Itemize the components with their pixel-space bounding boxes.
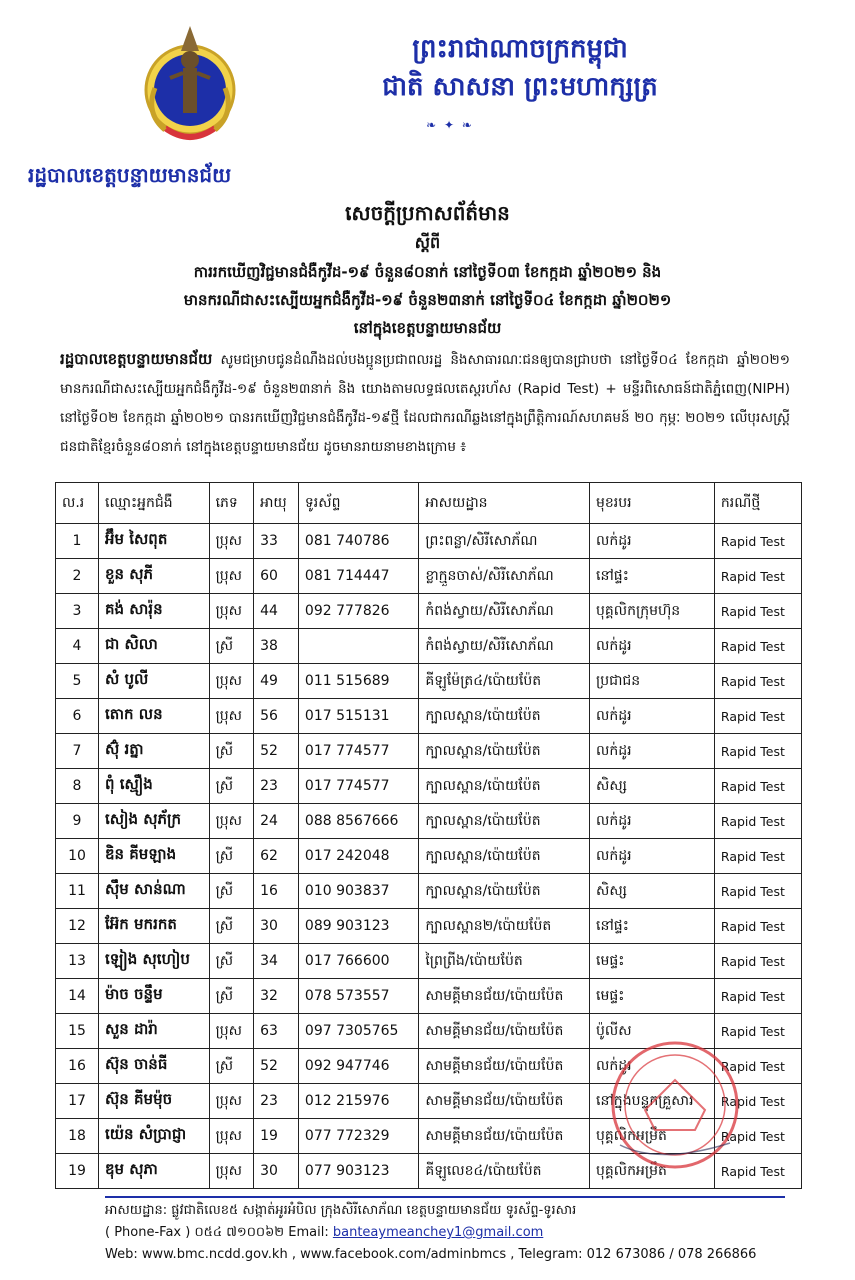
cell-phone: 017 242048 bbox=[298, 839, 418, 874]
cell-occupation: លក់ដូរ bbox=[590, 1049, 715, 1084]
cell-age: 38 bbox=[254, 629, 299, 664]
cell-patient-name: ពុំ ស្មឿង bbox=[99, 769, 210, 804]
col-header: ទូរស័ព្ទ bbox=[298, 483, 418, 524]
province-administration: រដ្ឋបាលខេត្តបន្ទាយមានជ័យ bbox=[28, 163, 232, 187]
cell-gender: ប្រុស bbox=[209, 1154, 254, 1189]
cell-patient-name: អ៊ែក មករកត bbox=[99, 909, 210, 944]
cell-gender: ប្រុស bbox=[209, 664, 254, 699]
cell-occupation: លក់ដូរ bbox=[590, 734, 715, 769]
table-row bbox=[56, 979, 802, 1014]
cell-phone: 017 774577 bbox=[298, 734, 418, 769]
cell-occupation: លក់ដូរ bbox=[590, 839, 715, 874]
kingdom-title: ព្រះរាជាណាចក្រកម្ពុជា bbox=[412, 34, 628, 64]
cell-gender: ស្រី bbox=[209, 979, 254, 1014]
cell-address: ក្បាលស្ពាន/ប៉ោយប៉ែត bbox=[419, 839, 590, 874]
table-row bbox=[56, 839, 802, 874]
cell-gender: ប្រុស bbox=[209, 804, 254, 839]
cell-age: 63 bbox=[254, 1014, 299, 1049]
cell-gender: ស្រី bbox=[209, 1049, 254, 1084]
cell-occupation: មេផ្ទះ bbox=[590, 979, 715, 1014]
cell-phone: 097 7305765 bbox=[298, 1014, 418, 1049]
cell-patient-name: សៀង សុភ័ក្រ bbox=[99, 804, 210, 839]
cell-gender: ស្រី bbox=[209, 874, 254, 909]
table-row bbox=[56, 734, 802, 769]
cell-address: ក្បាលស្ពាន/ប៉ោយប៉ែត bbox=[419, 769, 590, 804]
cell-address: សាមគ្គីមានជ័យ/ប៉ោយប៉ែត bbox=[419, 979, 590, 1014]
cell-row-number: 18 bbox=[56, 1119, 99, 1154]
cell-case-type: Rapid Test bbox=[714, 1084, 801, 1119]
cell-gender: ស្រី bbox=[209, 944, 254, 979]
cell-phone: 011 515689 bbox=[298, 664, 418, 699]
cell-address: ក្បាលស្ពាន២/ប៉ោយប៉ែត bbox=[419, 909, 590, 944]
ornament-divider: ❧ ✦ ❧ bbox=[426, 118, 474, 132]
cell-phone bbox=[298, 629, 418, 664]
cell-phone: 077 772329 bbox=[298, 1119, 418, 1154]
cell-phone: 081 714447 bbox=[298, 559, 418, 594]
cell-row-number: 2 bbox=[56, 559, 99, 594]
cell-row-number: 17 bbox=[56, 1084, 99, 1119]
footer-web[interactable]: Web: www.bmc.ncdd.gov.kh , www.facebook.com/adminbmcs , Telegram: 012 673086 / 078 266866 bbox=[105, 1247, 757, 1262]
cell-address: កំពង់ស្វាយ/សិរីសោភ័ណ bbox=[419, 629, 590, 664]
cell-gender: ប្រុស bbox=[209, 594, 254, 629]
cell-phone: 017 774577 bbox=[298, 769, 418, 804]
table-row bbox=[56, 664, 802, 699]
cell-age: 24 bbox=[254, 804, 299, 839]
cell-address: សាមគ្គីមានជ័យ/ប៉ោយប៉ែត bbox=[419, 1014, 590, 1049]
cell-occupation: ប៉ូលីស bbox=[590, 1014, 715, 1049]
col-header: ភេទ bbox=[209, 483, 254, 524]
cell-address: សាមគ្គីមានជ័យ/ប៉ោយប៉ែត bbox=[419, 1119, 590, 1154]
cell-patient-name: ឌិន គីមឡាង bbox=[99, 839, 210, 874]
cell-occupation: នៅផ្ទះ bbox=[590, 909, 715, 944]
table-row bbox=[56, 944, 802, 979]
headline-line-2: មានករណីជាសះស្បើយអ្នកជំងឺកូវីដ-១៩ ចំនួន២៣នាក់ នៅថ្ងៃទី០៤ ខែកក្កដា ឆ្នាំ២០២១ bbox=[183, 291, 672, 309]
cell-case-type: Rapid Test bbox=[714, 629, 801, 664]
cell-row-number: 19 bbox=[56, 1154, 99, 1189]
cell-age: 32 bbox=[254, 979, 299, 1014]
col-header: ករណីថ្មី bbox=[714, 483, 801, 524]
cell-age: 60 bbox=[254, 559, 299, 594]
cell-case-type: Rapid Test bbox=[714, 1049, 801, 1084]
cell-case-type: Rapid Test bbox=[714, 594, 801, 629]
cell-occupation: បុគ្គលិកអម្រឹត bbox=[590, 1154, 715, 1189]
cell-gender: ប្រុស bbox=[209, 699, 254, 734]
cell-occupation: បុគ្គលិកអម្រឹត bbox=[590, 1119, 715, 1154]
footer-phone: ( Phone-Fax ) ០៥៤ ៧១០០៦២ Email: bbox=[105, 1225, 329, 1240]
cell-age: 23 bbox=[254, 1084, 299, 1119]
cell-case-type: Rapid Test bbox=[714, 559, 801, 594]
cell-case-type: Rapid Test bbox=[714, 874, 801, 909]
cell-case-type: Rapid Test bbox=[714, 769, 801, 804]
cell-patient-name: ស៊ឹម សាន់ណា bbox=[99, 874, 210, 909]
cell-patient-name: ស៊ុន ចាន់ធី bbox=[99, 1049, 210, 1084]
cell-age: 49 bbox=[254, 664, 299, 699]
cell-occupation: មេផ្ទះ bbox=[590, 944, 715, 979]
cell-age: 30 bbox=[254, 909, 299, 944]
cell-gender: ស្រី bbox=[209, 734, 254, 769]
cell-case-type: Rapid Test bbox=[714, 1119, 801, 1154]
table-row bbox=[56, 909, 802, 944]
official-seal bbox=[600, 1035, 750, 1175]
cell-phone: 092 947746 bbox=[298, 1049, 418, 1084]
table-row bbox=[56, 699, 802, 734]
cell-gender: ស្រី bbox=[209, 839, 254, 874]
cell-case-type: Rapid Test bbox=[714, 524, 801, 559]
cell-age: 34 bbox=[254, 944, 299, 979]
cell-patient-name: សំ បូលី bbox=[99, 664, 210, 699]
cell-phone: 017 515131 bbox=[298, 699, 418, 734]
cell-phone: 010 903837 bbox=[298, 874, 418, 909]
cell-row-number: 7 bbox=[56, 734, 99, 769]
cell-address: សាមគ្គីមានជ័យ/ប៉ោយប៉ែត bbox=[419, 1084, 590, 1119]
cell-age: 33 bbox=[254, 524, 299, 559]
cell-occupation: លក់ដូរ bbox=[590, 629, 715, 664]
cell-patient-name: អ៊ឹម សៃពុត bbox=[99, 524, 210, 559]
cell-gender: ស្រី bbox=[209, 629, 254, 664]
cell-patient-name: ស៊ុំ រត្នា bbox=[99, 734, 210, 769]
document-headline bbox=[60, 258, 795, 342]
footer-address: អាសយដ្ឋាន: ផ្លូវជាតិលេខ៥ សង្កាត់អូរអំបិល ក្រុងសិរីសោភ័ណ ខេត្តបន្ទាយមានជ័យ ទូរស័ព្ទ-ទូរសារ bbox=[105, 1203, 577, 1218]
cell-gender: ស្រី bbox=[209, 769, 254, 804]
cell-gender: ប្រុស bbox=[209, 1084, 254, 1119]
cell-age: 52 bbox=[254, 1049, 299, 1084]
col-header: មុខរបរ bbox=[590, 483, 715, 524]
cell-row-number: 3 bbox=[56, 594, 99, 629]
cell-patient-name: ម៉ាច ចន្ទឹម bbox=[99, 979, 210, 1014]
cell-row-number: 4 bbox=[56, 629, 99, 664]
national-motto: ជាតិ សាសនា ព្រះមហាក្សត្រ bbox=[382, 72, 658, 102]
cell-row-number: 5 bbox=[56, 664, 99, 699]
cell-case-type: Rapid Test bbox=[714, 664, 801, 699]
cell-age: 62 bbox=[254, 839, 299, 874]
table-row bbox=[56, 874, 802, 909]
cell-address: ក្បាលស្ពាន/ប៉ោយប៉ែត bbox=[419, 734, 590, 769]
cell-age: 52 bbox=[254, 734, 299, 769]
cell-case-type: Rapid Test bbox=[714, 909, 801, 944]
cell-occupation: លក់ដូរ bbox=[590, 699, 715, 734]
cell-case-type: Rapid Test bbox=[714, 1014, 801, 1049]
col-header: អាយុ bbox=[254, 483, 299, 524]
cell-case-type: Rapid Test bbox=[714, 1154, 801, 1189]
cell-patient-name: ឡៀង សុហៀប bbox=[99, 944, 210, 979]
cell-row-number: 16 bbox=[56, 1049, 99, 1084]
cell-address: ក្បាលស្ពាន/ប៉ោយប៉ែត bbox=[419, 874, 590, 909]
cell-row-number: 9 bbox=[56, 804, 99, 839]
cell-row-number: 12 bbox=[56, 909, 99, 944]
cell-occupation: សិស្ស bbox=[590, 769, 715, 804]
cell-case-type: Rapid Test bbox=[714, 699, 801, 734]
table-row bbox=[56, 804, 802, 839]
cell-case-type: Rapid Test bbox=[714, 944, 801, 979]
footer-email-link[interactable]: banteaymeanchey1@gmail.com bbox=[332, 1225, 544, 1240]
cell-occupation: នៅផ្ទះ bbox=[590, 559, 715, 594]
cell-gender: ប្រុស bbox=[209, 524, 254, 559]
cell-age: 56 bbox=[254, 699, 299, 734]
cell-gender: ស្រី bbox=[209, 909, 254, 944]
cell-patient-name: ជា សិលា bbox=[99, 629, 210, 664]
document-subtitle: ស្តីពី bbox=[414, 233, 441, 252]
cell-address: គីឡូម៉ែត្រ៤/ប៉ោយប៉ែត bbox=[419, 664, 590, 699]
cell-phone: 081 740786 bbox=[298, 524, 418, 559]
cell-address: គីឡូលេខ៤/ប៉ោយប៉ែត bbox=[419, 1154, 590, 1189]
cell-address: ខ្លាក្មួនចាស់/សិរីសោភ័ណ bbox=[419, 559, 590, 594]
cell-gender: ប្រុស bbox=[209, 1119, 254, 1154]
col-header: ឈ្មោះអ្នកជំងឺ bbox=[99, 483, 210, 524]
cell-row-number: 15 bbox=[56, 1014, 99, 1049]
col-header: ល.រ bbox=[56, 483, 99, 524]
cell-age: 23 bbox=[254, 769, 299, 804]
cell-patient-name: ឌុម សុភា bbox=[99, 1154, 210, 1189]
provincial-emblem bbox=[135, 18, 245, 158]
cell-patient-name: ខួន សុភី bbox=[99, 559, 210, 594]
cell-patient-name: សួន ដារ៉ា bbox=[99, 1014, 210, 1049]
cell-occupation: នៅក្នុងបន្ទុកគ្រួសារ bbox=[590, 1084, 715, 1119]
cell-age: 44 bbox=[254, 594, 299, 629]
cell-patient-name: ស៊ុន គីមម៉ុច bbox=[99, 1084, 210, 1119]
footer-phone-email bbox=[105, 1222, 785, 1244]
cell-case-type: Rapid Test bbox=[714, 804, 801, 839]
cell-gender: ប្រុស bbox=[209, 1014, 254, 1049]
cell-row-number: 11 bbox=[56, 874, 99, 909]
cell-patient-name: គង់ សារ៉ុន bbox=[99, 594, 210, 629]
cell-occupation: លក់ដូរ bbox=[590, 524, 715, 559]
table-header-row bbox=[56, 483, 802, 524]
cell-row-number: 10 bbox=[56, 839, 99, 874]
cell-row-number: 14 bbox=[56, 979, 99, 1014]
document-title: សេចក្តីប្រកាសព័ត៌មាន bbox=[345, 201, 510, 225]
cell-phone: 088 8567666 bbox=[298, 804, 418, 839]
cell-phone: 092 777826 bbox=[298, 594, 418, 629]
headline-line-3: នៅក្នុងខេត្តបន្ទាយមានជ័យ bbox=[353, 319, 502, 337]
paragraph-text: សូមជម្រាបជូនដំណឹងដល់បងប្អូនប្រជាពលរដ្ឋ និងសាធារណៈជនឲ្យបានជ្រាបថា នៅថ្ងៃទី០៤ ខែកក្កដា ឆ្នាំ២០២១ មានករណីជាសះស្បើយអ្នកជំងឺកូវីដ-១៩ ចំនួន២៣នាក់ និង យោងតាមលទ្ធផលតេស្តរហ័ស (Rapid Test) + មន្ទីរពិសោធន៍ជាតិភ្នំពេញ(NIPH) នៅថ្ងៃទី០២ ខែកក្កដា ឆ្នាំ២០២១ បានរកឃើញវិជ្ជមានជំងឺកូវីដ-១៩ថ្មី ដែលជាករណីឆ្លងនៅក្នុងព្រឹត្តិការណ៍សហគមន៍ ២០ កុម្ភៈ ២០២១ លើបុរសស្ត្រីជនជាតិខ្មែរចំនួន៨០នាក់ នៅក្នុងខេត្តបន្ទាយមានជ័យ ដូចមានរាយនាមខាងក្រោម ៖ bbox=[60, 352, 790, 455]
cell-phone: 089 903123 bbox=[298, 909, 418, 944]
col-header: អាសយដ្ឋាន bbox=[419, 483, 590, 524]
table-row bbox=[56, 559, 802, 594]
cell-address: សាមគ្គីមានជ័យ/ប៉ោយប៉ែត bbox=[419, 1049, 590, 1084]
cell-phone: 078 573557 bbox=[298, 979, 418, 1014]
cell-address: ព្រះពន្លា/សិរីសោភ័ណ bbox=[419, 524, 590, 559]
cell-row-number: 6 bbox=[56, 699, 99, 734]
cell-case-type: Rapid Test bbox=[714, 839, 801, 874]
table-row bbox=[56, 769, 802, 804]
cell-case-type: Rapid Test bbox=[714, 979, 801, 1014]
cell-occupation: សិស្ស bbox=[590, 874, 715, 909]
cell-case-type: Rapid Test bbox=[714, 734, 801, 769]
cell-phone: 012 215976 bbox=[298, 1084, 418, 1119]
headline-line-1: ការរកឃើញវិជ្ជមានជំងឺកូវីដ-១៩ ចំនួន៨០នាក់ នៅថ្ងៃទី០៣ ខែកក្កដា ឆ្នាំ២០២១ និង bbox=[193, 263, 662, 281]
cell-occupation: លក់ដូរ bbox=[590, 804, 715, 839]
cell-age: 16 bbox=[254, 874, 299, 909]
announcement-paragraph bbox=[60, 345, 790, 462]
cell-address: ព្រៃព្រីង/ប៉ោយប៉ែត bbox=[419, 944, 590, 979]
cell-gender: ប្រុស bbox=[209, 559, 254, 594]
cell-occupation: បុគ្គលិកក្រុមហ៊ុន bbox=[590, 594, 715, 629]
cell-address: កំពង់ស្វាយ/សិរីសោភ័ណ bbox=[419, 594, 590, 629]
footer-contact bbox=[105, 1196, 785, 1266]
cell-phone: 077 903123 bbox=[298, 1154, 418, 1189]
cell-occupation: ប្រជាជន bbox=[590, 664, 715, 699]
cell-age: 30 bbox=[254, 1154, 299, 1189]
paragraph-lead: រដ្ឋបាលខេត្តបន្ទាយមានជ័យ bbox=[60, 350, 213, 368]
table-row bbox=[56, 594, 802, 629]
cell-address: ក្បាលស្ពាន/ប៉ោយប៉ែត bbox=[419, 804, 590, 839]
cell-age: 19 bbox=[254, 1119, 299, 1154]
cell-patient-name: តោក លន bbox=[99, 699, 210, 734]
table-row bbox=[56, 524, 802, 559]
cell-row-number: 1 bbox=[56, 524, 99, 559]
kingdom-header bbox=[260, 30, 780, 106]
cell-row-number: 8 bbox=[56, 769, 99, 804]
cell-address: ក្បាលស្ពាន/ប៉ោយប៉ែត bbox=[419, 699, 590, 734]
cell-patient-name: យ៉េន សំប្រាជ្ញា bbox=[99, 1119, 210, 1154]
cell-row-number: 13 bbox=[56, 944, 99, 979]
table-row bbox=[56, 629, 802, 664]
cell-phone: 017 766600 bbox=[298, 944, 418, 979]
